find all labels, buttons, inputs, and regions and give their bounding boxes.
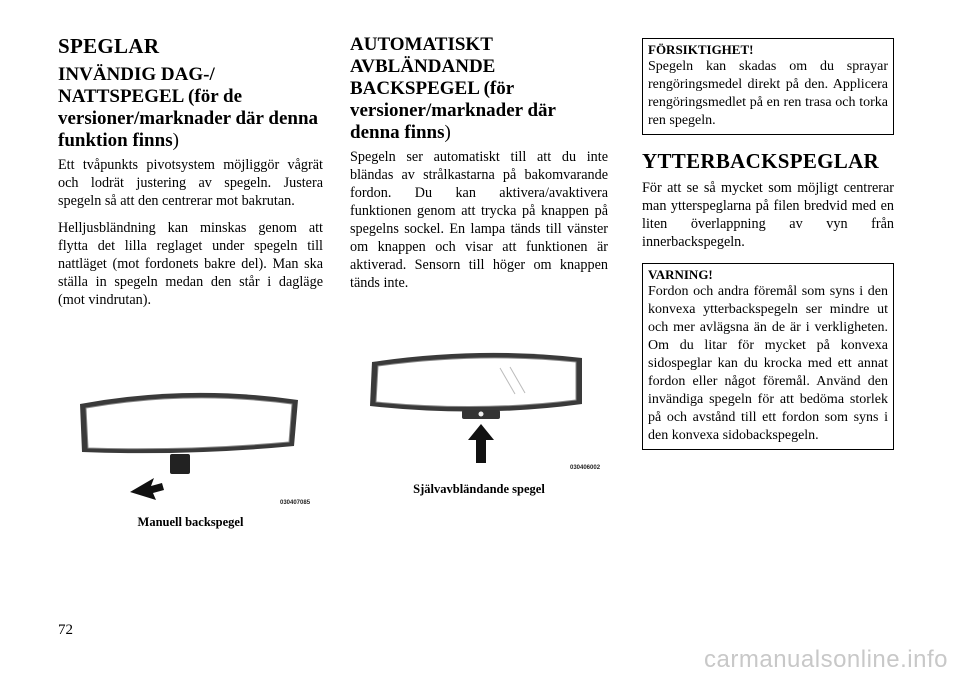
- section-title-outside-mirrors: YTTERBACKSPEGLAR: [642, 149, 880, 173]
- figure-code: 030407085: [280, 500, 311, 506]
- figure-manual-mirror: [58, 382, 323, 527]
- warning-title: VARNING!: [648, 267, 713, 282]
- auto-dimming-mirror-illustration: [350, 348, 608, 468]
- figure-caption: Manuell backspegel: [137, 515, 244, 529]
- paragraph-outside-mirrors: För att se så mycket som möjligt centrerar man ytterspeglarna på filen bredvid med en liten överlappning av vyn från innerbackspegeln.: [642, 180, 894, 250]
- paragraph-pivot-adjust: Ett tvåpunkts pivotsystem möjliggör vågrät och lodrät justering av spegeln. Justera spegeln så att den centrerar mot bakrutan.: [58, 157, 323, 209]
- manual-mirror-illustration: [58, 382, 323, 512]
- paragraph-auto-dimming: Spegeln ser automatiskt till att du inte bländas av strålkastarna på bakomvarande fordon. Du kan aktivera/avaktivera funktionen genom att trycka på knappen på spegelns sockel. En lampa tänds till vänster om knappen och visar att funktionen är aktiverad. Sensorn till höger om knappen tänds inte.: [350, 149, 608, 291]
- middle-column: [350, 34, 608, 301]
- subsection-title-day-night-mirror: [58, 64, 323, 152]
- auto-dimming-title-suffix: ): [444, 122, 451, 143]
- subsection-title-suffix: ): [172, 130, 179, 151]
- warning-box: [642, 263, 894, 450]
- watermark: carmanualsonline.info: [704, 646, 948, 673]
- auto-dimming-mirror-title: [350, 34, 608, 144]
- paragraph-glare-reduction: Helljusbländning kan minskas genom att flytta det lilla reglaget under spegeln till nattläget (mot fordonets bakre del). Man ska ställa in spegeln medan den står i dagläge (mot vindrutan).: [58, 220, 323, 308]
- subsection-title-text: INVÄNDIG DAG-/ NATTSPEGEL (för de versioner/marknader där denna funktion finns: [58, 64, 319, 151]
- warning-text: Fordon och andra föremål som syns i den konvexa ytterbackspegeln ser mindre ut och mer avlägsna än de är i verkligheten. Om du litar för mycket på konvexa sidospeglar kan du krocka med ett annat fordon eller något föremål. Använd den invändiga spegeln för att bedöma storlek på och avstånd till ett fordon som syns i den konvexa sidobackspegeln.: [648, 284, 888, 443]
- right-column: [642, 38, 894, 450]
- caution-box: [642, 38, 894, 135]
- page-number: 72: [58, 622, 73, 638]
- figure-auto-dimming-mirror: [350, 348, 608, 498]
- caution-title: FÖRSIKTIGHET!: [648, 42, 754, 57]
- caution-text: Spegeln kan skadas om du sprayar rengöringsmedel direkt på den. Applicera rengöringsmedlet på en ren trasa och torka ren spegeln.: [648, 59, 888, 128]
- figure-caption: Självavbländande spegel: [413, 482, 545, 496]
- section-title-mirrors: SPEGLAR: [58, 34, 160, 58]
- auto-dimming-title-text: AUTOMATISKT AVBLÄNDANDE BACKSPEGEL (för versioner/marknader där denna finns: [350, 34, 556, 143]
- figure-code: 030406002: [570, 465, 601, 471]
- left-column: [58, 34, 323, 318]
